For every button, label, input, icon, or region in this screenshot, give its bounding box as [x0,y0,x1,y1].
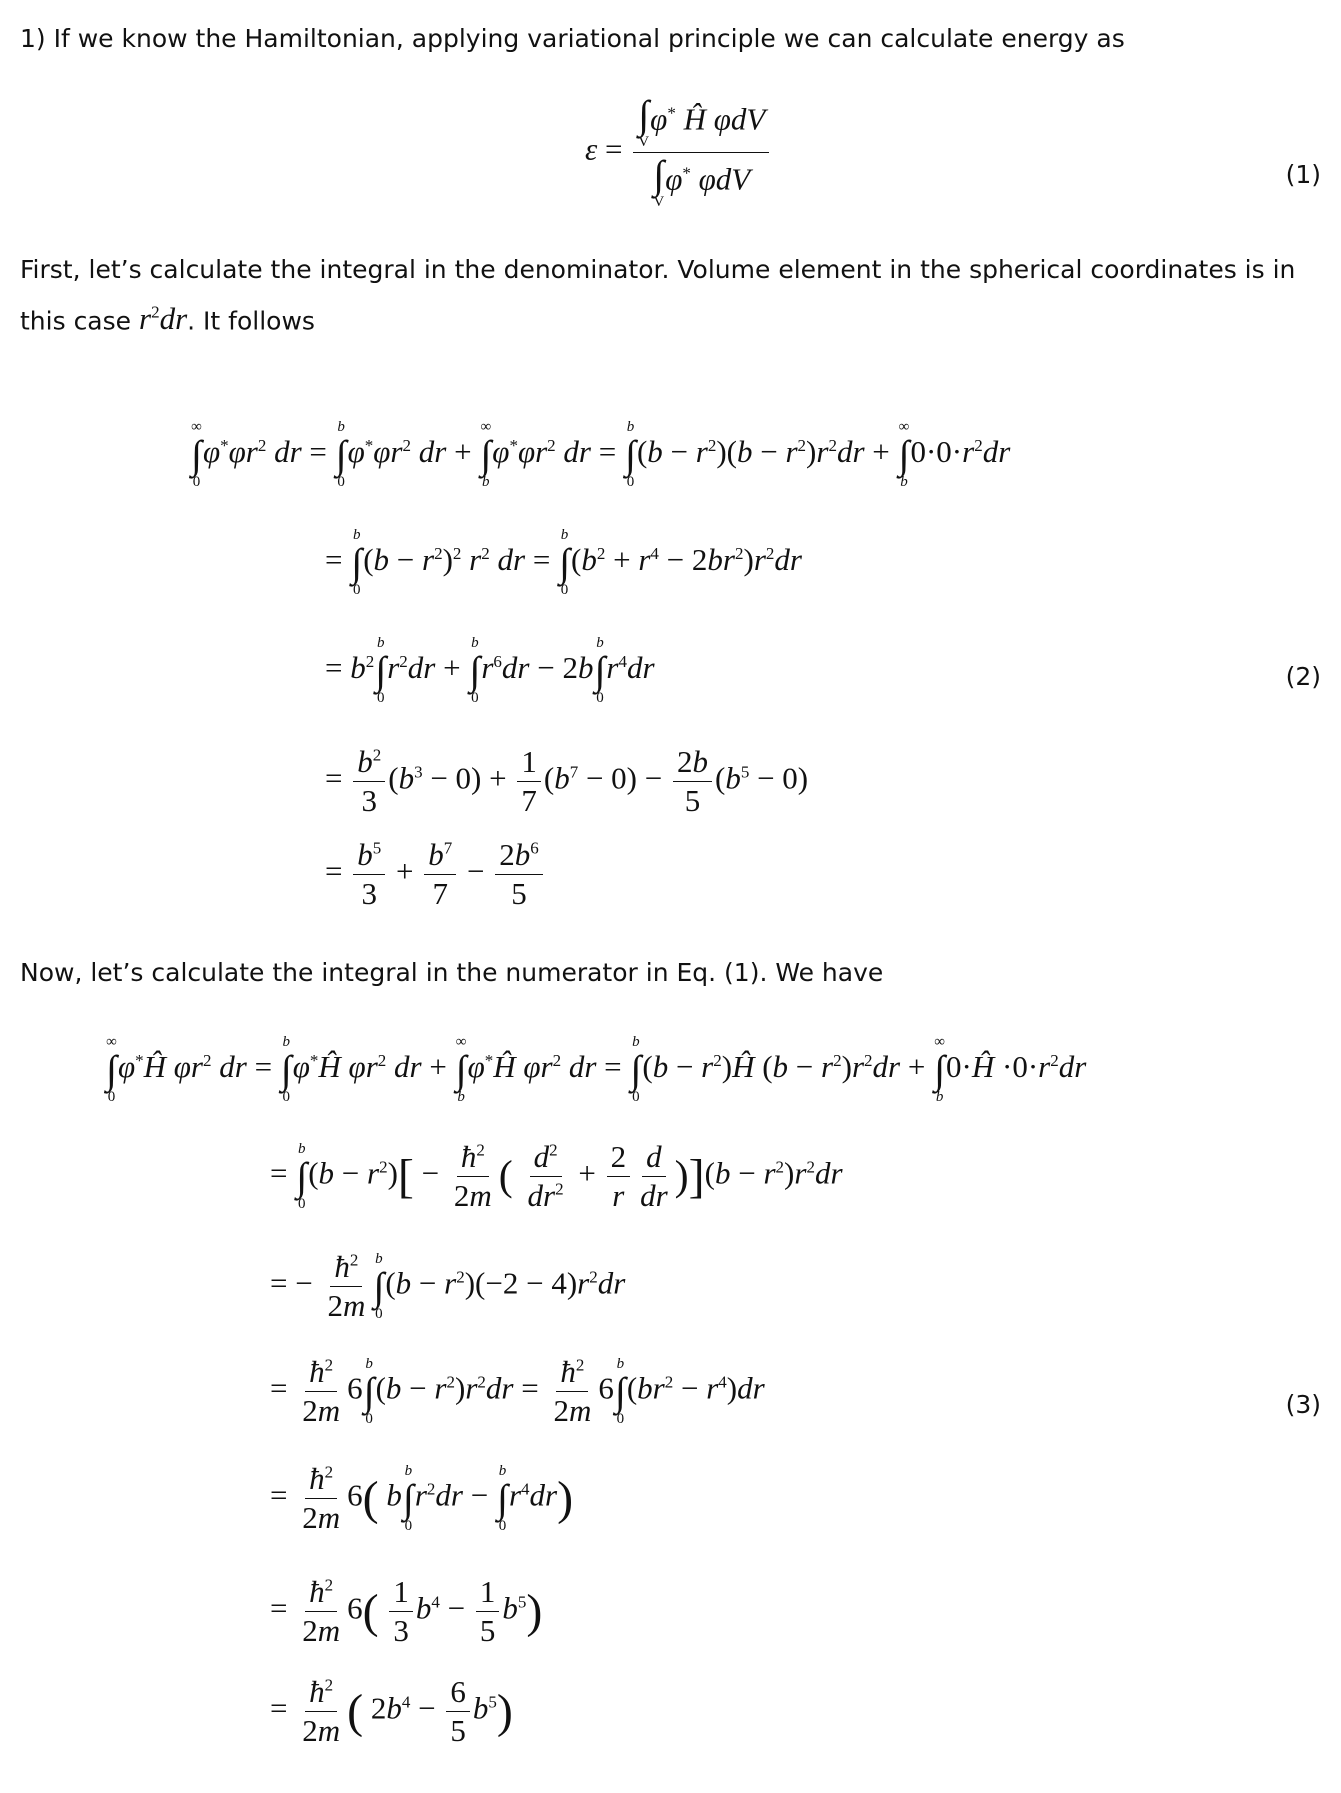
equation-2-number: (2) [1285,662,1321,691]
equation-3-line-5: = $\frac{ħ^2}{2m}$ 6( b b ∫ 0 $r^2dr$ − b ∫ 0 $r^4dr$) [270,1461,574,1536]
paragraph-denominator-line2: this case $r^2dr$. It follows [20,301,315,337]
equation-1: ε = ∫ V φ* Ĥ φdV ∫ V φ* φdV [585,95,772,210]
equation-1-number: (1) [1285,160,1321,189]
intro-text: 1) If we know the Hamiltonian, applying variational principle we can calculate energy as [20,24,1125,53]
paragraph-denominator [20,255,1295,285]
paragraph-denominator-line1: First, let’s calculate the integral in the denominator. Volume element in the spherical coordinates is in [20,255,1296,284]
equation-3-line-6: = $\frac{ħ^2}{2m}$ 6( $\frac{1}{3}$ $b^4$ − $\frac{1}{5}$ $b^5$) [270,1574,543,1649]
equation-3-number: (3) [1285,1390,1321,1419]
equation-2-line-2: = b ∫ 0 $(b - r^2)^2$ $r^2$ dr = b ∫ 0 $(b^2 + r^4 - 2br^2)r^2dr$ [325,527,802,598]
equation-2-line-1: ∞ ∫ 0 $\varphi^*\varphi r^2$ dr = b ∫ 0 $\varphi^*\varphi r^2$ dr + ∞ ∫ b $\varphi^*\varphi r^2$ dr = b ∫ 0 $(b - r^2)(b - r^2)r^2dr$ + ∞ ∫ b $0\cdot 0\cdot r^2dr$ [191,419,1011,490]
equation-3-line-3: = − $\frac{ħ^2}{2m}$ b ∫ 0 $(b - r^2)(-2 - 4)r^2dr$ [270,1249,626,1324]
equation-2-line-3: = $b^2$ b ∫ 0 $r^2dr$ + b ∫ 0 $r^6dr - 2b$ b ∫ 0 $r^4dr$ [325,635,655,706]
equation-2-line-5: = $\frac{b^5}{3}$ + $\frac{b^7}{7}$ − $\frac{2b^6}{5}$ [325,838,546,911]
paragraph-numerator: Now, let’s calculate the integral in the numerator in Eq. (1). We have [20,958,884,987]
equation-3-line-2: = b ∫ 0 $(b - r^2)$[ − $\frac{ħ^2}{2m}$ ( $\frac{d^2}{dr^2}$ + $\frac{2}{r}$ $\frac{d}{dr}$ )]$(b - r^2)r^2dr$ [270,1139,843,1214]
equation-3-line-7: = $\frac{ħ^2}{2m}$ ( $2b^4$ − $\frac{6}{5}$ $b^5$) [270,1674,513,1749]
equation-2-line-4: = $\frac{b^2}{3}$ $(b^3 - 0)$ + $\frac{1}{7}$ $(b^7 - 0)$ − $\frac{2b}{5}$ $(b^5 - 0)$ [325,744,809,819]
equation-3-line-1: ∞ ∫ 0 φ*Ĥ $\varphi r^2$ dr = b ∫ 0 φ*Ĥ $\varphi r^2$ dr + ∞ ∫ b φ*Ĥ $\varphi r^2$ dr = b ∫ 0 $(b - r^2)Ĥ$ $(b - r^2)r^2dr$ + ∞ ∫ b 0·Ĥ $\cdot 0\cdot r^2dr$ [106,1034,1087,1105]
equation-3-line-4: = $\frac{ħ^2}{2m}$ 6 b ∫ 0 $(b - r^2)r^2dr$ = $\frac{ħ^2}{2m}$ 6 b ∫ 0 $(br^2 - r^4)dr$ [270,1354,765,1429]
